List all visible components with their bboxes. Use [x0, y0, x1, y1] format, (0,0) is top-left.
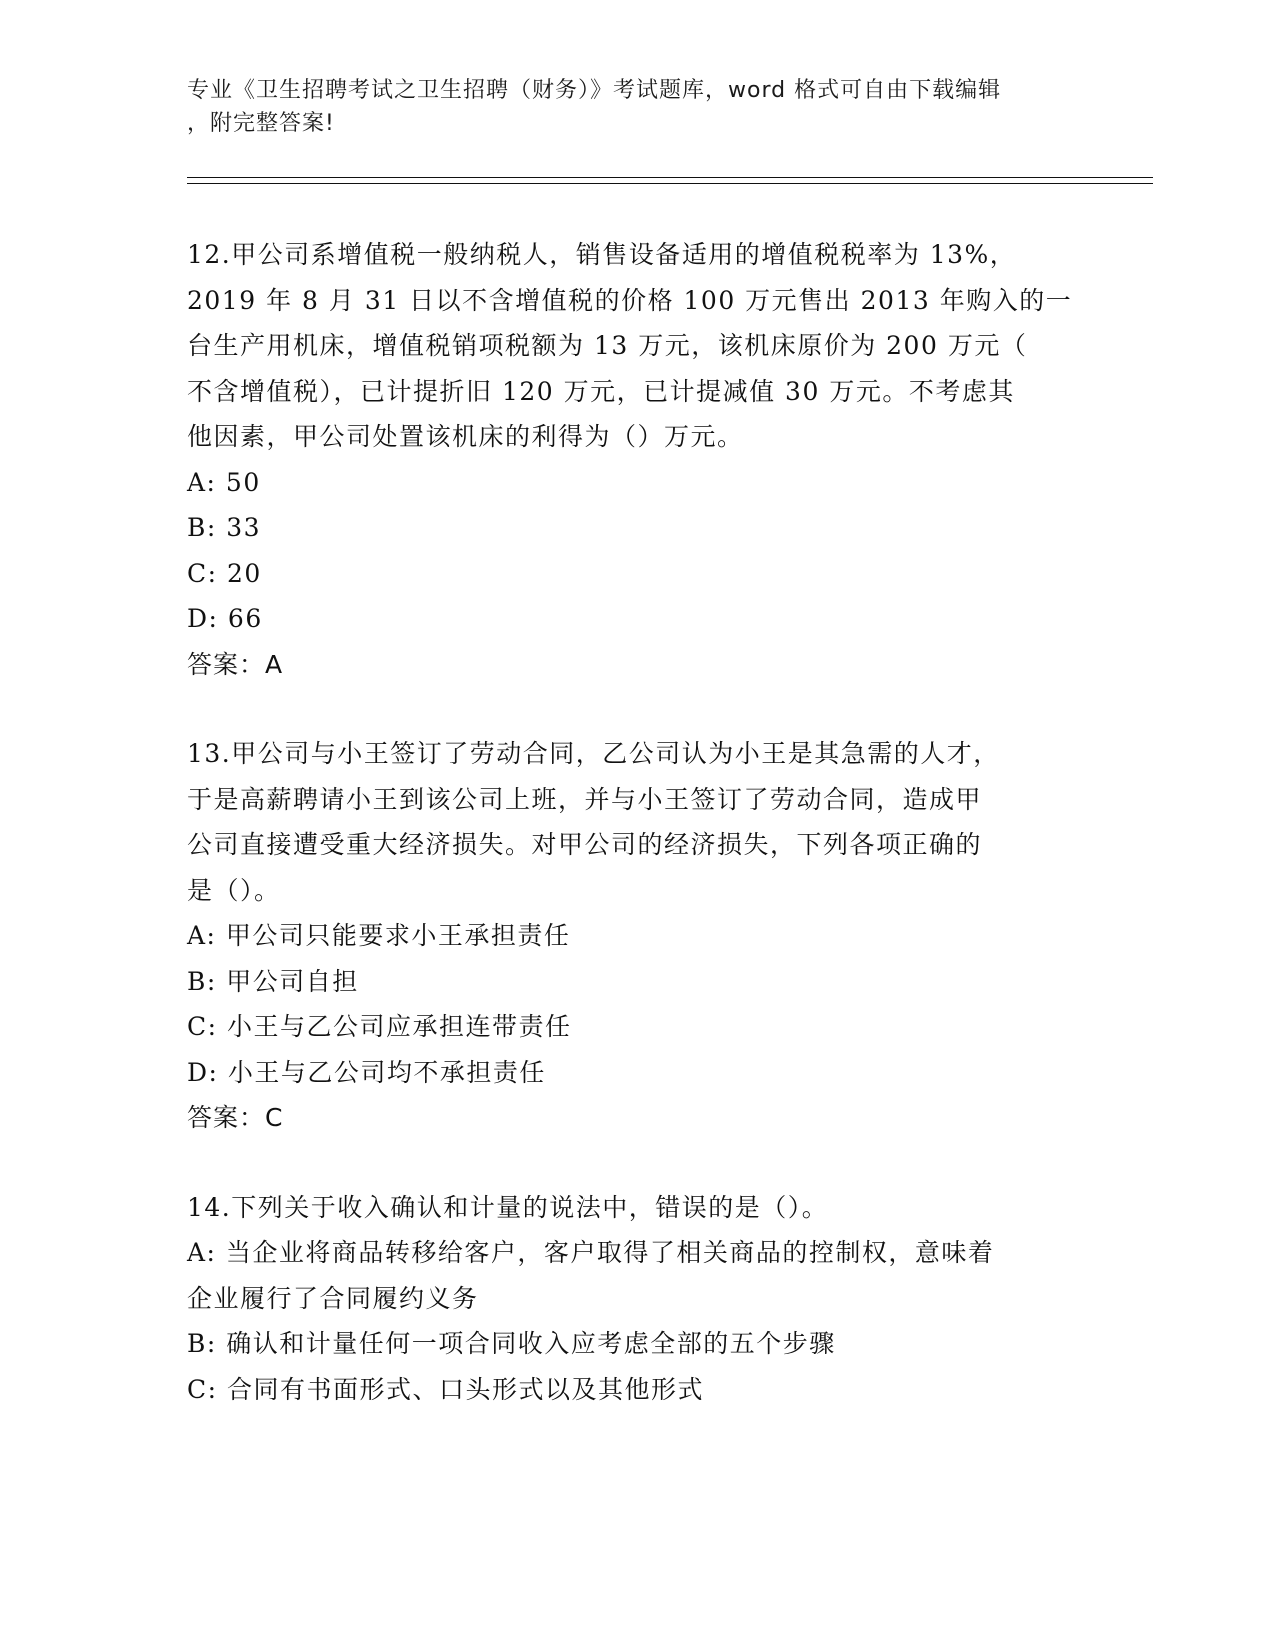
question-text-line: 于是高薪聘请小王到该公司上班，并与小王签订了劳动合同，造成甲 — [187, 784, 983, 814]
option-b: B: 33 — [187, 513, 262, 542]
document-header — [187, 74, 1087, 140]
question-text-line: 13.甲公司与小王签订了劳动合同，乙公司认为小王是其急需的人才， — [187, 739, 1000, 768]
question-text-line: 是（）。 — [187, 875, 281, 905]
question-text-line: 公司直接遭受重大经济损失。对甲公司的经济损失，下列各项正确的 — [187, 830, 983, 859]
option-c: C: 20 — [187, 558, 262, 588]
option-a: A: 当企业将商品转移给客户，客户取得了相关商品的控制权，意味着 — [187, 1238, 995, 1267]
question-12 — [187, 232, 1087, 687]
question-text-line: 不含增值税），已计提折旧 120 万元，已计提减值 30 万元。不考虑其 — [187, 376, 1015, 406]
question-text-line: 他因素，甲公司处置该机床的利得为（）万元。 — [187, 422, 744, 451]
question-text-line: 台生产用机床，增值税销项税额为 13 万元，该机床原价为 200 万元（ — [187, 331, 1028, 360]
option-d: D: 66 — [187, 604, 263, 633]
option-d: D: 小王与乙公司均不承担责任 — [187, 1057, 546, 1087]
header-divider-top — [187, 177, 1153, 178]
question-text-line: 2019 年 8 月 31 日以不含增值税的价格 100 万元售出 2013 年购入的一 — [187, 285, 1073, 315]
answer-label: 答案：C — [187, 1103, 284, 1132]
header-line-1: 专业《卫生招聘考试之卫生招聘（财务）》考试题库，word 格式可自由下载编辑 — [187, 78, 1002, 103]
header-divider-bottom — [187, 183, 1153, 184]
option-c: C: 小王与乙公司应承担连带责任 — [187, 1012, 572, 1041]
option-a: A: 甲公司只能要求小王承担责任 — [187, 921, 571, 950]
question-14 — [187, 1185, 1087, 1413]
option-b: B: 确认和计量任何一项合同收入应考虑全部的五个步骤 — [187, 1329, 836, 1358]
question-text-line: 14.下列关于收入确认和计量的说法中，错误的是（）。 — [187, 1192, 829, 1222]
option-a-continued: 企业履行了合同履约义务 — [187, 1283, 479, 1313]
question-13 — [187, 731, 1087, 1141]
option-b: B: 甲公司自担 — [187, 966, 359, 996]
question-text-line: 12.甲公司系增值税一般纳税人，销售设备适用的增值税税率为 13%， — [187, 240, 1017, 269]
option-c: C: 合同有书面形式、口头形式以及其他形式 — [187, 1374, 704, 1404]
header-line-2: ，附完整答案! — [187, 111, 335, 136]
question-list — [187, 232, 1087, 1456]
option-a: A: 50 — [187, 467, 261, 497]
answer-label: 答案：A — [187, 649, 284, 679]
